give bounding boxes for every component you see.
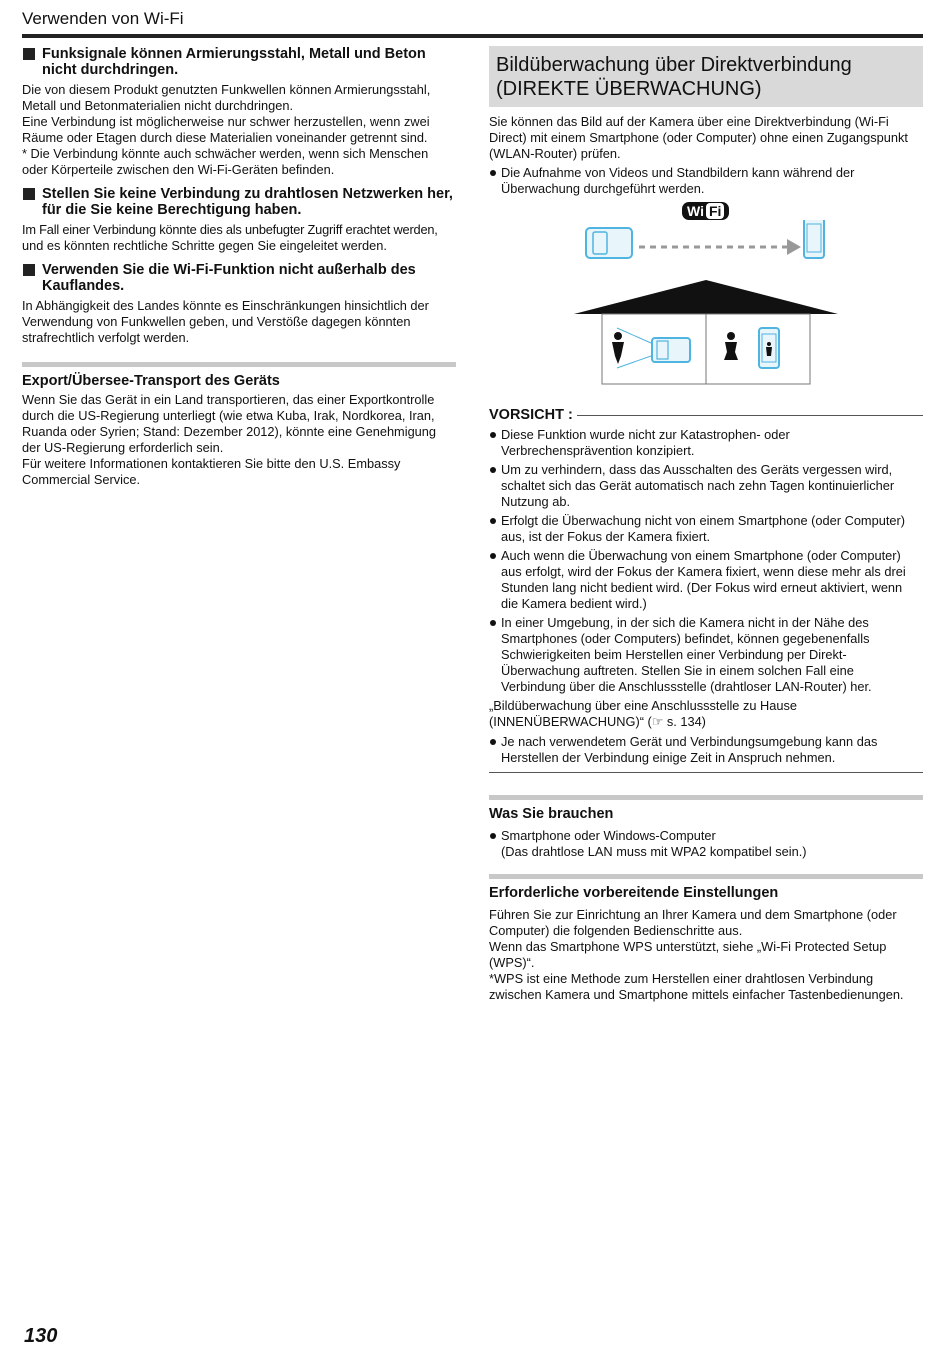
prep-title: Erforderliche vorbereitende Einstellungen (489, 885, 779, 901)
export-title: Export/Übersee-Transport des Geräts (22, 373, 280, 389)
camera-icon (652, 338, 690, 362)
section-body: Die von diesem Produkt genutzten Funkwellen können Armierungsstahl, Metall und Betonmaterialien nicht durchdringen. Eine Verbindung ist möglicherweise nur schwer herzustellen, wenn zwei Räume oder Etagen durch diese Materialien voneinander getrennt sind. * Die Verbindung könnte auch schwächer werden, wenn sich Menschen oder Körperteile zwischen den Wi-Fi-Geräten befinden. (22, 82, 431, 177)
list-item: Smartphone oder Windows-Computer (Das drahtlose LAN muss mit WPA2 kompatibel sein.) (489, 828, 923, 860)
bullet-dot-icon (489, 427, 501, 459)
smartphone-icon (804, 220, 824, 258)
page-header (22, 8, 923, 38)
list-item: In einer Umgebung, in der sich die Kamera nicht in der Nähe des Smartphones (oder Computers) befindet, können gegebenenfalls Schwierigkeiten beim Herstellen einer Verbindung per Direkt- Überwachung auftreten. Stellen Sie in einem solchen Fall eine Verbindung über die Anschlussstelle (drahtloser LAN-Router) her. (489, 615, 923, 695)
section-heading: Verwenden Sie die Wi-Fi-Funktion nicht außerhalb des Kauflandes. (22, 262, 456, 294)
needs-title: Was Sie brauchen (489, 806, 614, 822)
section-body: In Abhängigkeit des Landes könnte es Einschränkungen hinsichtlich der Verwendung von Funkwellen geben, und Verstöße dagegen könnten strafrechtlich verfolgt werden. (22, 298, 429, 345)
bullet-dot-icon (489, 513, 501, 545)
bullet-dot-icon (489, 828, 501, 860)
bullet-dot-icon (489, 165, 501, 197)
section-heading: Funksignale können Armierungsstahl, Metall und Beton nicht durchdringen. (22, 46, 456, 78)
caution-heading: VORSICHT : (489, 407, 923, 423)
list-item: Erfolgt die Überwachung nicht von einem Smartphone (oder Computer) aus, ist der Fokus der Kamera fixiert. (489, 513, 923, 545)
list-item: Um zu verhindern, dass das Ausschalten des Geräts vergessen wird, schaltet sich das Gerät automatisch nach zehn Tagen kontinuierlicher Nutzung ab. (489, 462, 923, 510)
section-title-box: Bildüberwachung über Direktverbindung (DIREKTE ÜBERWACHUNG) (489, 46, 923, 107)
house-roof-icon (574, 280, 838, 314)
caution-section (489, 407, 923, 773)
right-column: Bildüberwachung über Direktverbindung (DIREKTE ÜBERWACHUNG) Sie können das Bild auf der Kamera über eine Direktverbindung (Wi-Fi Direct) mit einem Smartphone (oder Computer) ohne einen Zugangspunkt (WLAN-Router) prüfen. Die Aufnahme von Videos und Standbildern kann während der Überwachung durchgeführt werden. Wi Fi VORSICHT : Diese Funktion wurde nicht zur Katastrophen- oder Verbrechensprävention konzipiert. Um zu verhindern, dass das Ausschalten des Geräts vergessen wird, schaltet sich das Gerät automatisch nach zehn Tagen kontinuierlicher Nutzung ab. Erfolgt die Überwachung nicht von einem Smartphone (oder Computer) aus, ist der Fokus der Kamera fixiert. Auch wenn die Überwachung von einem Smartphone (oder Computer) aus erfolgt, wird der Fokus der Kamera fixiert, wenn diese mehr als drei Stunden lang nicht bedient wird. (Der Fokus wird erneut aktiviert, wenn die Kamera bedient wird.) In einer Umgebung, in der sich die Kamera nicht in der Nähe des Smartphones (oder Computers) befindet, können gegebenenfalls Schwierigkeiten beim Herstellen einer Verbindung per Direkt- Überwachung auftreten. Stellen Sie in einem solchen Fall eine Verbindung über die Anschlussstelle (drahtloser LAN-Router) her. „Bildüberwachung über eine Anschlussstelle zu Hause (INNENÜBERWACHUNG)“ (☞ s. 134) Je nach verwendetem Gerät und Verbindungsumgebung kann das Herstellen der Verbindung einige Zeit in Anspruch nehmen. Was Sie brauchen Smartphone oder Windows-Computer (Das drahtlose LAN muss mit WPA2 kompatibel sein.) Erforderliche vorbereitende Einstellungen Führen Sie zur Einrichtung an Ihrer Kamera und dem Smartphone (oder Computer) die folgenden Bedienschritte aus. Wenn das Smartphone WPS unterstützt, siehe „Wi-Fi Protected Setup (WPS)“. *WPS ist eine Methode zum Herstellen einer drahtlosen Verbindung zwischen Kamera und Smartphone mittels einfacher Tastenbedienungen. (489, 46, 923, 1003)
needs-section (489, 795, 923, 860)
connection-diagram (489, 200, 923, 400)
camera-icon (586, 228, 632, 258)
diagram-graphic (489, 220, 923, 400)
bullet-dot-icon (489, 548, 501, 612)
square-bullet-icon (23, 264, 35, 276)
arrow-head-icon (787, 239, 801, 255)
header-title: Verwenden von Wi-Fi (22, 9, 184, 28)
cross-reference-link[interactable]: „Bildüberwachung über eine Anschlussstelle zu Hause (INNENÜBERWACHUNG)“ (☞ s. 134) (489, 698, 798, 729)
prep-section: Erforderliche vorbereitende Einstellungen Führen Sie zur Einrichtung an Ihrer Kamera und dem Smartphone (oder Computer) die folgenden Bedienschritte aus. Wenn das Smartphone WPS unterstützt, siehe „Wi-Fi Protected Setup (WPS)“. *WPS ist eine Methode zum Herstellen einer drahtlosen Verbindung zwischen Kamera und Smartphone mittels einfacher Tastenbedienungen. (489, 874, 923, 1003)
wifi-logo: Wi Fi (682, 202, 729, 221)
square-bullet-icon (23, 188, 35, 200)
list-item: Die Aufnahme von Videos und Standbildern kann während der Überwachung durchgeführt werden. (489, 165, 923, 197)
export-section: Export/Übersee-Transport des Geräts Wenn Sie das Gerät in ein Land transportieren, das einer Exportkontrolle durch die US-Regierung unterliegt (wie etwa Kuba, Irak, Nordkorea, Iran, Ruanda oder Syrien; Stand: Dezember 2012), könnte eine Genehmigung der US-Regierung erforderlich sein. Für weitere Informationen kontaktieren Sie bitte den U.S. Embassy Commercial Service. (22, 362, 456, 488)
list-item: Auch wenn die Überwachung von einem Smartphone (oder Computer) aus erfolgt, wird der Fokus der Kamera fixiert, wenn diese mehr als drei Stunden lang nicht bedient wird. (Der Fokus wird erneut aktiviert, wenn die Kamera bedient wird.) (489, 548, 923, 612)
section-heading: Stellen Sie keine Verbindung zu drahtlosen Netzwerken her, für die Sie keine Berechtigung haben. (22, 186, 456, 218)
list-item: Diese Funktion wurde nicht zur Katastrophen- oder Verbrechensprävention konzipiert. (489, 427, 923, 459)
square-bullet-icon (23, 48, 35, 60)
list-item: Je nach verwendetem Gerät und Verbindungsumgebung kann das Herstellen der Verbindung einige Zeit in Anspruch nehmen. (489, 734, 923, 766)
divider (489, 772, 923, 773)
bullet-dot-icon (489, 615, 501, 695)
bullet-dot-icon (489, 462, 501, 510)
smartphone-icon (759, 328, 779, 368)
left-column (22, 46, 456, 488)
page-number: 130 (24, 1325, 58, 1347)
bullet-dot-icon (489, 734, 501, 766)
section-body: Im Fall einer Verbindung könnte dies als unbefugter Zugriff erachtet werden, und es könnten rechtliche Schritte gegen Sie eingeleitet werden. (22, 222, 438, 253)
